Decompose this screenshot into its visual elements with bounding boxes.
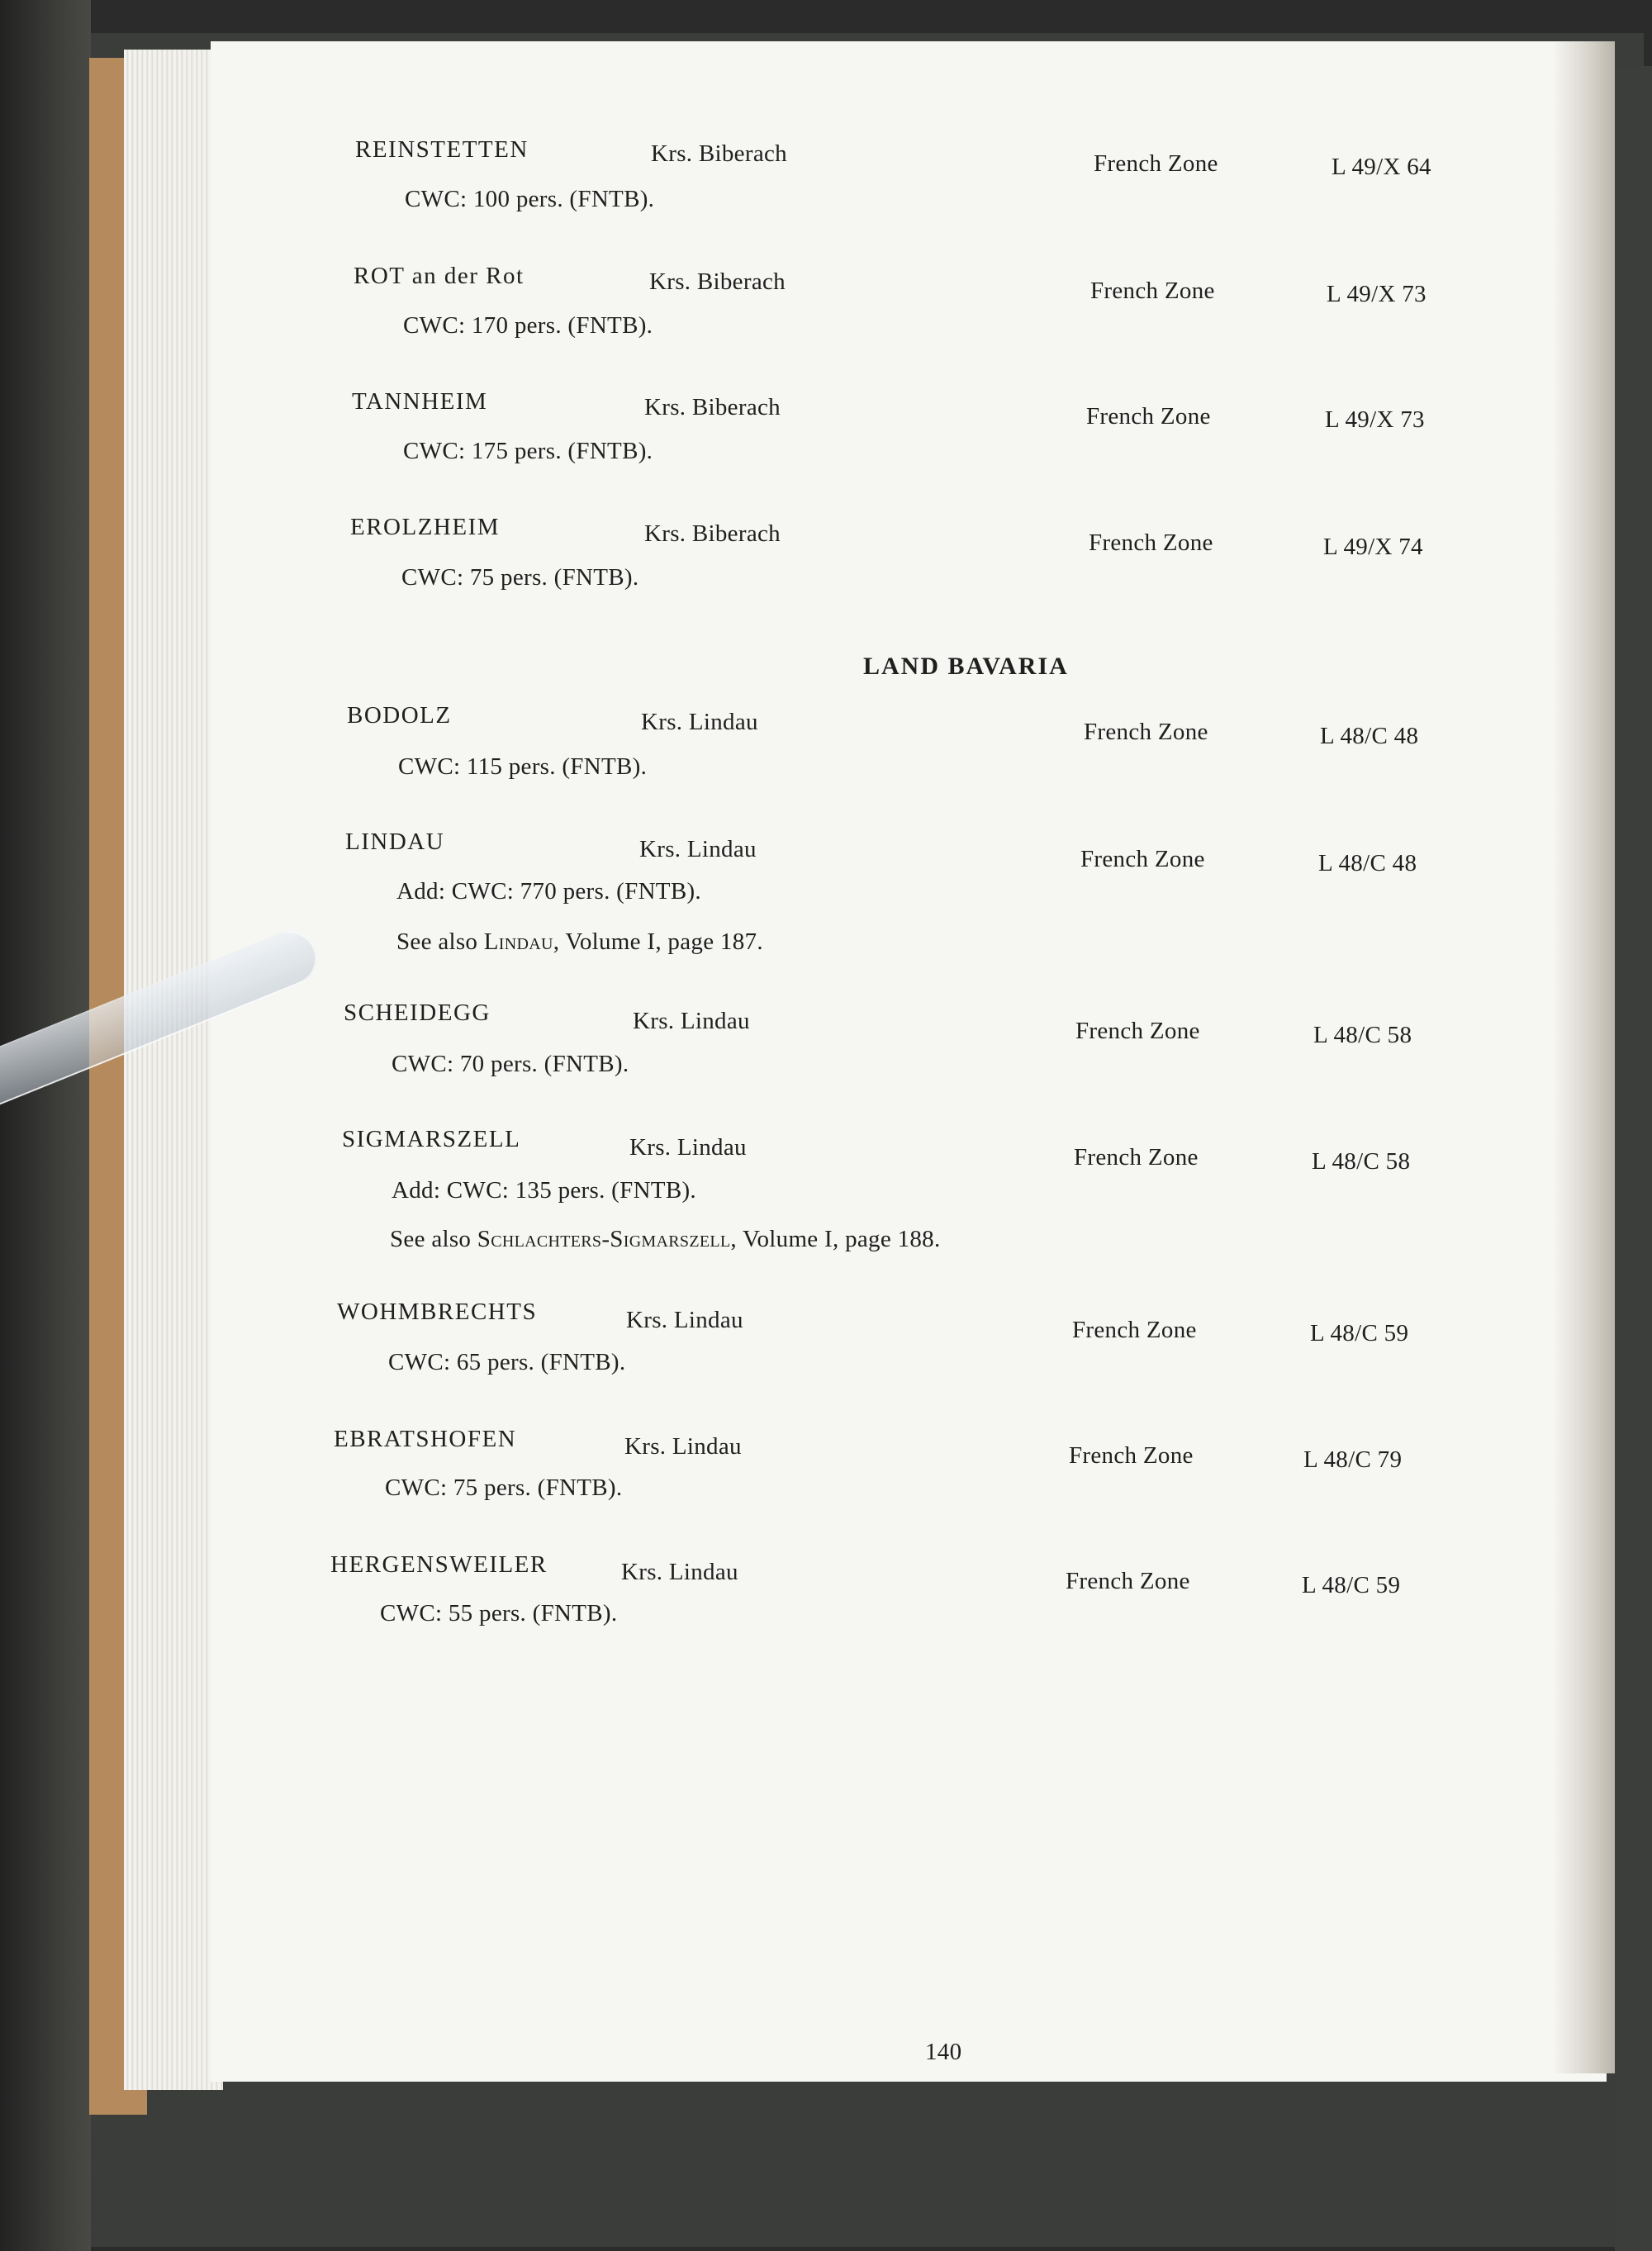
detail-line: CWC: 100 pers. (FNTB).: [405, 186, 655, 212]
place-name: HERGENSWEILER: [330, 1551, 548, 1578]
place-name: REINSTETTEN: [355, 136, 529, 163]
see-also-place: Schlachters-Sigmarszell: [477, 1226, 731, 1252]
detail-line: CWC: 75 pers. (FNTB).: [385, 1475, 623, 1501]
place-name: BODOLZ: [347, 702, 452, 729]
zone: French Zone: [1075, 1018, 1200, 1044]
map-ref: L 48/C 58: [1313, 1022, 1412, 1048]
detail-line: CWC: 75 pers. (FNTB).: [401, 564, 639, 591]
place-name: LINDAU: [345, 829, 445, 855]
map-ref: L 48/C 59: [1302, 1572, 1401, 1598]
page-edges: [124, 50, 223, 2090]
see-also-suffix: , Volume I, page 188.: [730, 1226, 941, 1252]
zone: French Zone: [1090, 278, 1215, 304]
zone: French Zone: [1089, 530, 1213, 556]
district: Krs. Lindau: [624, 1433, 742, 1460]
see-also-prefix: See also: [396, 928, 484, 955]
detail-line: CWC: 70 pers. (FNTB).: [392, 1051, 629, 1077]
map-ref: L 49/X 74: [1323, 534, 1423, 560]
see-also-place: Lindau: [483, 928, 553, 955]
zone: French Zone: [1086, 403, 1211, 430]
cover-left-edge: [0, 0, 91, 2251]
map-ref: L 48/C 79: [1303, 1446, 1403, 1473]
district: Krs. Lindau: [639, 836, 757, 862]
district: Krs. Lindau: [629, 1134, 747, 1161]
zone: French Zone: [1094, 150, 1218, 177]
page-gutter-shadow: [1553, 41, 1615, 2073]
district: Krs. Biberach: [651, 140, 787, 167]
zone: French Zone: [1072, 1317, 1197, 1343]
map-ref: L 48/C 48: [1320, 723, 1419, 749]
see-also-prefix: See also: [390, 1226, 477, 1252]
see-also-suffix: , Volume I, page 187.: [553, 928, 763, 955]
place-name: EBRATSHOFEN: [334, 1426, 517, 1452]
district: Krs. Lindau: [621, 1559, 738, 1585]
see-also-line: [396, 928, 763, 956]
map-ref: L 48/C 58: [1312, 1148, 1411, 1175]
detail-line: Add: CWC: 770 pers. (FNTB).: [396, 878, 701, 905]
map-ref: L 48/C 48: [1318, 850, 1417, 876]
detail-line: Add: CWC: 135 pers. (FNTB).: [392, 1177, 696, 1204]
see-also-line: [390, 1226, 941, 1253]
map-ref: L 49/X 64: [1332, 154, 1431, 180]
detail-line: CWC: 115 pers. (FNTB).: [398, 753, 648, 780]
page-number: 140: [925, 2039, 962, 2065]
map-ref: L 48/C 59: [1310, 1320, 1409, 1346]
map-ref: L 49/X 73: [1325, 406, 1425, 433]
place-name: SCHEIDEGG: [344, 1000, 491, 1026]
section-heading: LAND BAVARIA: [863, 653, 1069, 680]
zone: French Zone: [1069, 1442, 1194, 1469]
zone: French Zone: [1066, 1568, 1190, 1594]
place-name: SIGMARSZELL: [342, 1126, 521, 1152]
place-name: WOHMBRECHTS: [337, 1299, 538, 1325]
zone: French Zone: [1080, 846, 1205, 872]
zone: French Zone: [1074, 1144, 1199, 1171]
detail-line: CWC: 170 pers. (FNTB).: [403, 312, 653, 339]
place-name: TANNHEIM: [352, 388, 488, 415]
district: Krs. Biberach: [644, 394, 781, 420]
district: Krs. Lindau: [633, 1008, 750, 1034]
place-name: ROT an der Rot: [354, 263, 525, 289]
district: Krs. Lindau: [626, 1307, 743, 1333]
district: Krs. Biberach: [644, 520, 781, 547]
cover-right-edge: [1615, 66, 1652, 2251]
detail-line: CWC: 65 pers. (FNTB).: [388, 1349, 626, 1375]
zone: French Zone: [1084, 719, 1208, 745]
detail-line: CWC: 175 pers. (FNTB).: [403, 438, 653, 464]
district: Krs. Biberach: [649, 268, 786, 295]
detail-line: CWC: 55 pers. (FNTB).: [380, 1600, 618, 1627]
district: Krs. Lindau: [641, 709, 758, 735]
map-ref: L 49/X 73: [1327, 281, 1427, 307]
place-name: EROLZHEIM: [350, 514, 501, 540]
